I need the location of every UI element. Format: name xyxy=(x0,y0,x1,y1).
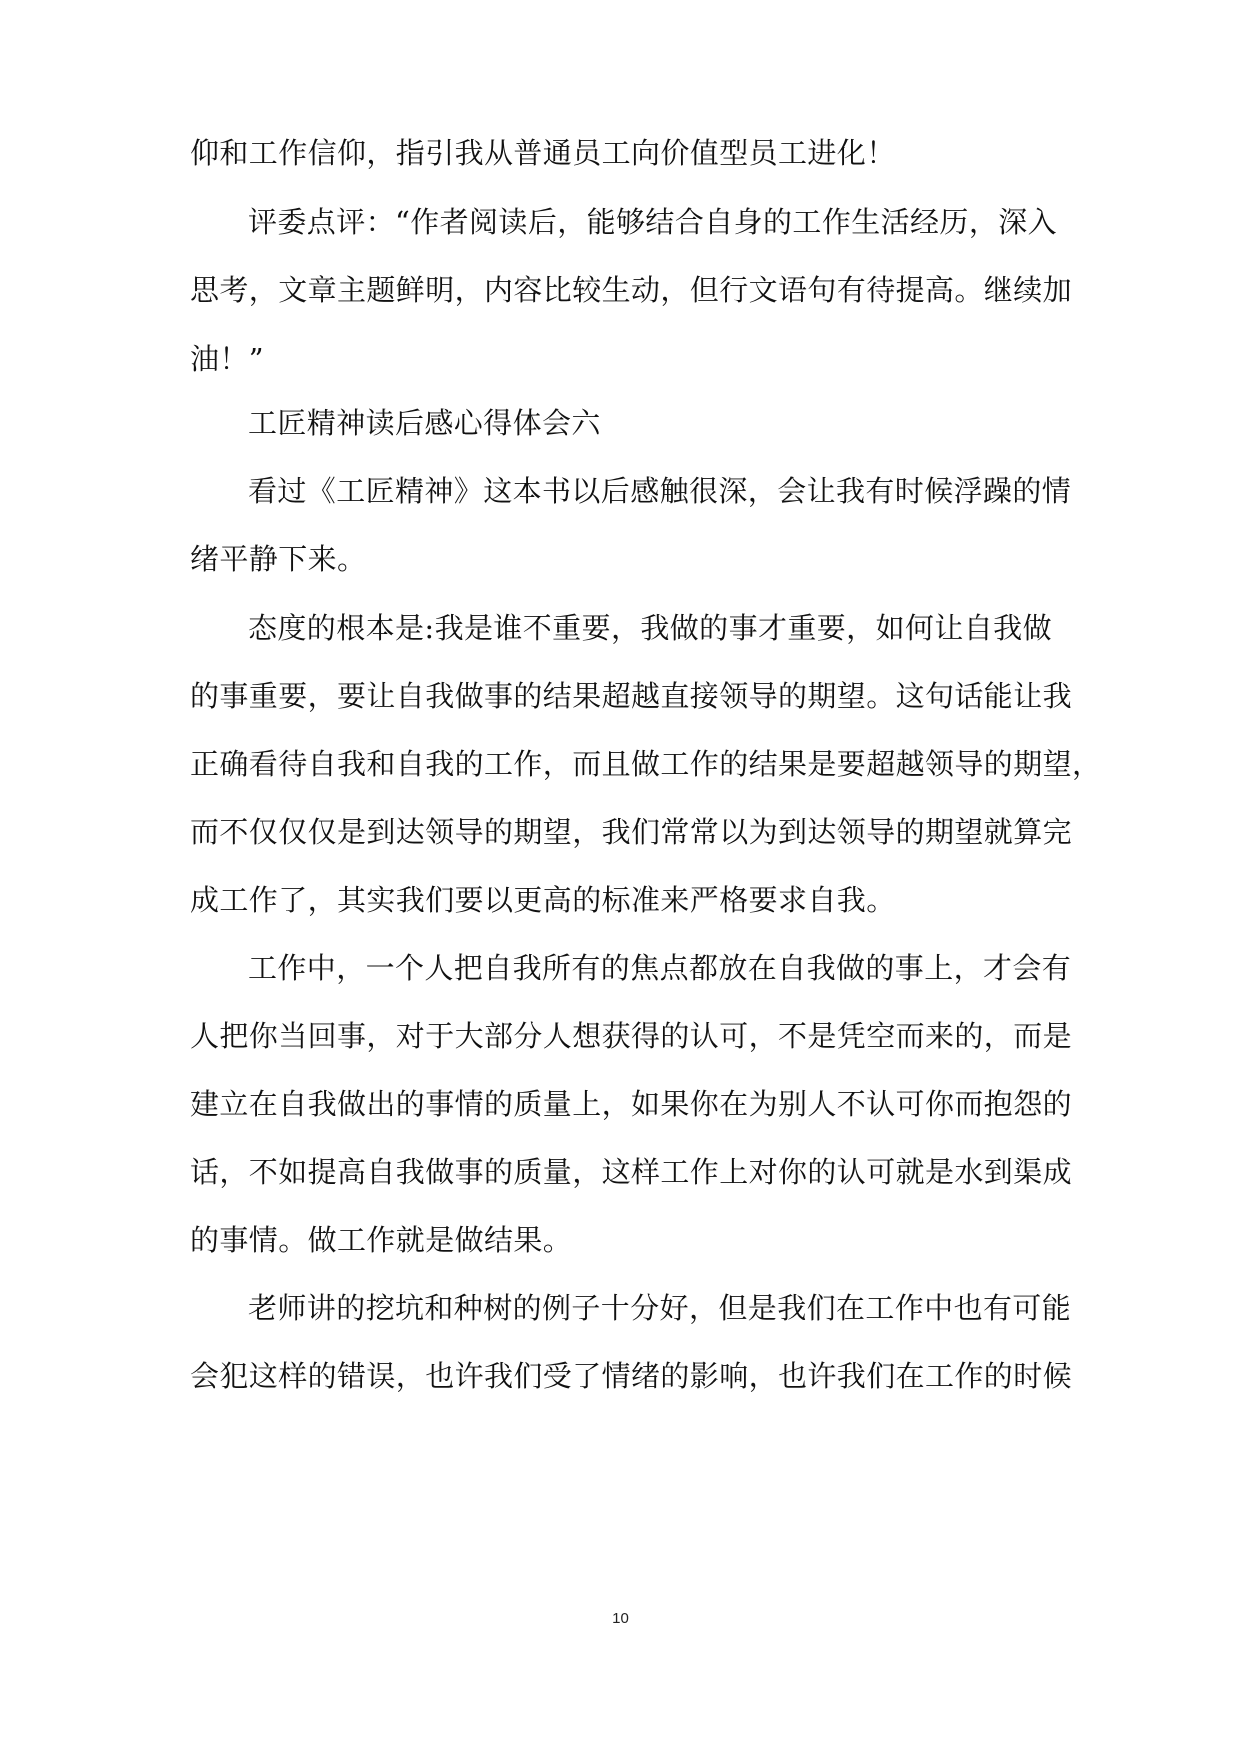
text-line: 而不仅仅仅是到达领导的期望，我们常常以为到达领导的期望就算完 xyxy=(190,815,1073,849)
paragraph-first-line: 老师讲的挖坑和种树的例子十分好，但是我们在工作中也有可能 xyxy=(248,1291,1072,1325)
paragraph-first-line: 工作中，一个人把自我所有的焦点都放在自我做的事上，才会有 xyxy=(248,951,1072,985)
text-line: 仰和工作信仰，指引我从普通员工向价值型员工进化！ xyxy=(190,136,896,170)
text-line: 人把你当回事，对于大部分人想获得的认可，不是凭空而来的，而是 xyxy=(190,1019,1073,1053)
paragraph-first-line: 态度的根本是:我是谁不重要，我做的事才重要，如何让自我做 xyxy=(248,611,1052,645)
paragraph-first-line: 评委点评：“作者阅读后，能够结合自身的工作生活经历，深入 xyxy=(248,205,1058,239)
text-line: 正确看待自我和自我的工作，而且做工作的结果是要超越领导的期望， xyxy=(190,747,1102,781)
page-number: 10 xyxy=(612,1610,629,1627)
text-line: 绪平静下来。 xyxy=(190,542,367,576)
text-line: 的事重要，要让自我做事的结果超越直接领导的期望。这句话能让我 xyxy=(190,679,1073,713)
text-line: 的事情。做工作就是做结果。 xyxy=(190,1223,573,1257)
section-heading: 工匠精神读后感心得体会六 xyxy=(248,406,601,440)
text-line: 会犯这样的错误，也许我们受了情绪的影响，也许我们在工作的时候 xyxy=(190,1359,1073,1393)
text-line: 思考，文章主题鲜明，内容比较生动，但行文语句有待提高。继续加 xyxy=(190,273,1073,307)
paragraph-first-line: 看过《工匠精神》这本书以后感触很深，会让我有时候浮躁的情 xyxy=(248,474,1072,508)
text-line: 话，不如提高自我做事的质量，这样工作上对你的认可就是水到渠成 xyxy=(190,1155,1073,1189)
text-line: 成工作了，其实我们要以更高的标准来严格要求自我。 xyxy=(190,883,896,917)
text-line: 油！” xyxy=(190,342,265,376)
text-line: 建立在自我做出的事情的质量上，如果你在为别人不认可你而抱怨的 xyxy=(190,1087,1073,1121)
